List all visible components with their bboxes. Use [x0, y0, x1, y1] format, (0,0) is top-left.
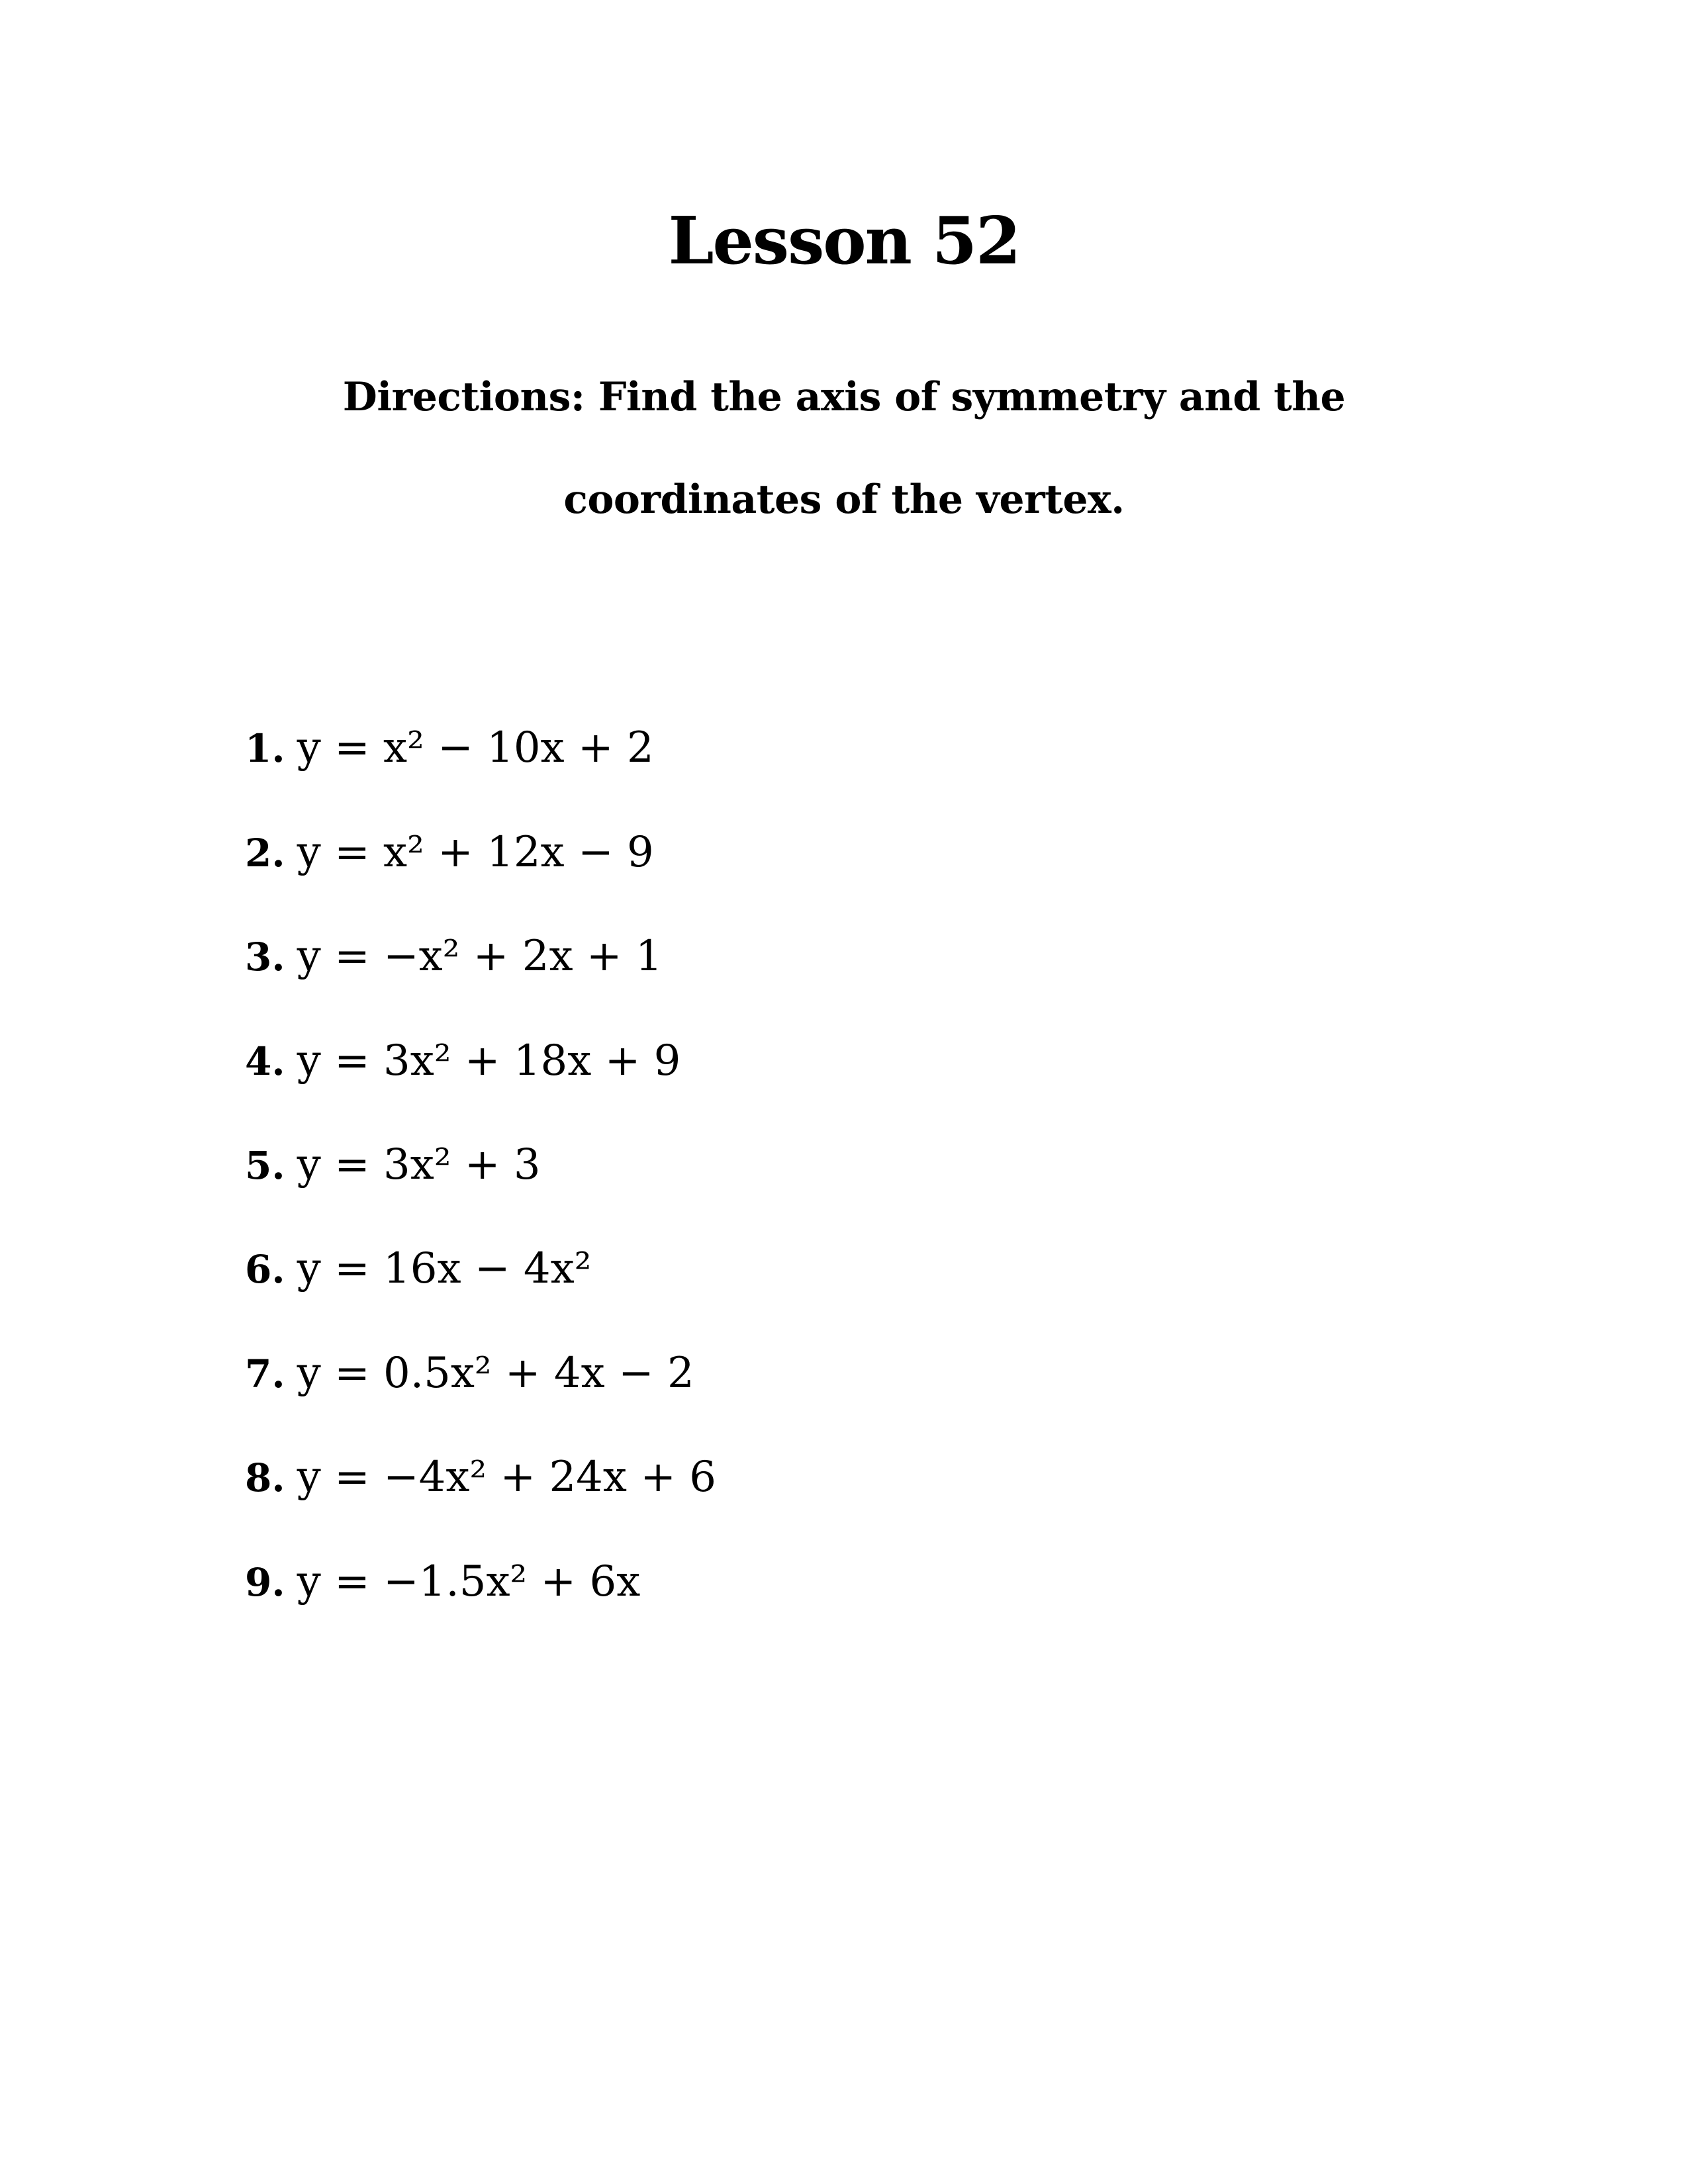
problem-item	[245, 927, 663, 986]
directions-line-2: coordinates of the vertex.	[563, 477, 1125, 523]
problem-number: 3.	[245, 934, 285, 979]
problem-equation: y = −1.5x² + 6x	[297, 1557, 641, 1606]
directions-line-1: Directions: Find the axis of symmetry and the	[342, 374, 1346, 420]
problem-number: 6.	[245, 1247, 285, 1292]
problem-item	[245, 718, 654, 778]
problem-equation: y = −x² + 2x + 1	[297, 932, 663, 981]
problem-item	[245, 1552, 640, 1612]
problem-number: 8.	[245, 1455, 285, 1500]
problem-item	[245, 1343, 694, 1403]
problem-equation: y = 16x − 4x²	[297, 1244, 592, 1293]
problem-equation: y = 3x² + 18x + 9	[297, 1036, 681, 1085]
problem-number: 7.	[245, 1351, 285, 1396]
problem-number: 2.	[245, 831, 285, 876]
problem-number: 1.	[245, 726, 285, 771]
problem-item	[245, 823, 654, 882]
problem-equation: y = 0.5x² + 4x − 2	[297, 1349, 694, 1398]
problem-item	[245, 1447, 716, 1507]
page-title: Lesson 52	[668, 203, 1020, 279]
problem-item	[245, 1239, 591, 1298]
problem-number: 4.	[245, 1039, 285, 1084]
problem-equation: y = x² + 12x − 9	[297, 828, 654, 877]
problem-item	[245, 1135, 541, 1195]
problem-number: 9.	[245, 1560, 285, 1605]
problem-number: 5.	[245, 1143, 285, 1188]
problem-item	[245, 1031, 680, 1091]
problem-equation: y = 3x² + 3	[297, 1140, 541, 1189]
problem-equation: y = −4x² + 24x + 6	[297, 1453, 716, 1502]
problem-equation: y = x² − 10x + 2	[297, 723, 654, 772]
